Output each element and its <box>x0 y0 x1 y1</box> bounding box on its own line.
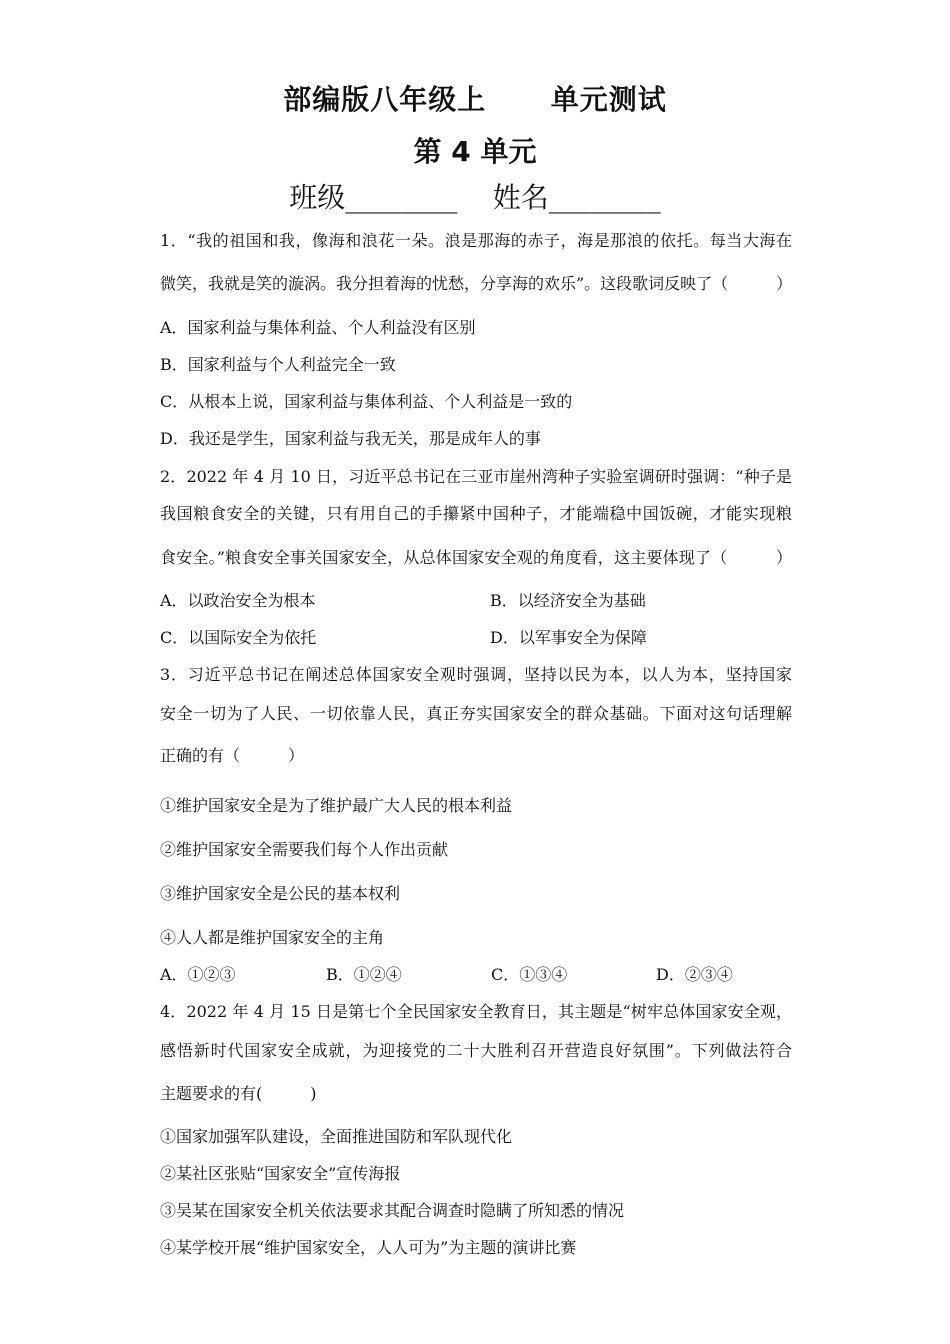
exam-title: 部编版八年级上 单元测试 <box>283 83 667 116</box>
q3-statement-3: ③维护国家安全是公民的基本权利 <box>160 884 401 903</box>
q1-option-c: C．从根本上说，国家利益与集体利益、个人利益是一致的 <box>160 392 573 411</box>
q1-stem-line: 微笑，我就是笑的漩涡。我分担着海的忧愁，分享海的欢乐”。这段歌词反映了（ ） <box>160 274 793 293</box>
q2-option-c: C．以国际安全为依托 <box>160 628 317 647</box>
unit-title: 第 4 单元 <box>413 135 537 168</box>
q3-stem-line: 安全一切为了人民、一切依靠人民，真正夯实国家安全的群众基础。下面对这句话理解 <box>160 704 792 723</box>
q3-option-c: C．①③④ <box>491 965 568 984</box>
q2-stem-line: 我国粮食安全的关键，只有用自己的手攥紧中国种子，才能端稳中国饭碗，才能实现粮 <box>160 504 792 523</box>
q2-option-a: A．以政治安全为根本 <box>160 591 316 610</box>
q1-stem-line: 1．“我的祖国和我，像海和浪花一朵。浪是那海的赤子，海是那浪的依托。每当大海在 <box>160 231 792 250</box>
q4-statement-2: ②某社区张贴“国家安全”宣传海报 <box>160 1164 401 1183</box>
q2-option-d: D．以军事安全为保障 <box>490 628 647 647</box>
q4-statement-3: ③吴某在国家安全机关依法要求其配合调查时隐瞒了所知悉的情况 <box>160 1201 625 1220</box>
q4-stem-line: 主题要求的有( ) <box>160 1084 317 1103</box>
q1-option-a: A．国家利益与集体利益、个人利益没有区别 <box>160 318 476 337</box>
q3-stem-line: 正确的有（ ） <box>160 746 305 765</box>
q4-stem-line: 4．2022 年 4 月 15 日是第七个全民国家安全教育日，其主题是“树牢总体国家安全观， <box>160 1002 792 1021</box>
q4-statement-1: ①国家加强军队建设，全面推进国防和军队现代化 <box>160 1127 513 1146</box>
q3-statement-2: ②维护国家安全需要我们每个人作出贡献 <box>160 840 449 859</box>
q3-statement-4: ④人人都是维护国家安全的主角 <box>160 928 385 947</box>
q3-statement-1: ①维护国家安全是为了维护最广大人民的根本利益 <box>160 796 513 815</box>
q3-option-b: B．①②④ <box>326 965 402 984</box>
q2-stem-line: 食安全。”粮食安全事关国家安全，从总体国家安全观的角度看，这主要体现了（ ） <box>160 548 792 567</box>
q4-statement-4: ④某学校开展“维护国家安全，人人可为”为主题的演讲比赛 <box>160 1238 577 1257</box>
class-name-blanks: 班级________ 姓名________ <box>289 181 661 214</box>
q2-stem-line: 2．2022 年 4 月 10 日，习近平总书记在三亚市崖州湾种子实验室调研时强调：“种子是 <box>160 467 792 486</box>
q1-option-b: B．国家利益与个人利益完全一致 <box>160 355 396 374</box>
q3-option-d: D．②③④ <box>656 965 733 984</box>
q2-option-b: B．以经济安全为基础 <box>490 591 646 610</box>
q3-stem-line: 3．习近平总书记在阐述总体国家安全观时强调，坚持以民为本，以人为本，坚持国家 <box>160 665 792 684</box>
q3-option-a: A．①②③ <box>160 965 236 984</box>
q4-stem-line: 感悟新时代国家安全成就，为迎接党的二十大胜利召开营造良好氛围”。下列做法符合 <box>160 1041 792 1060</box>
q1-option-d: D．我还是学生，国家利益与我无关，那是成年人的事 <box>160 429 541 448</box>
